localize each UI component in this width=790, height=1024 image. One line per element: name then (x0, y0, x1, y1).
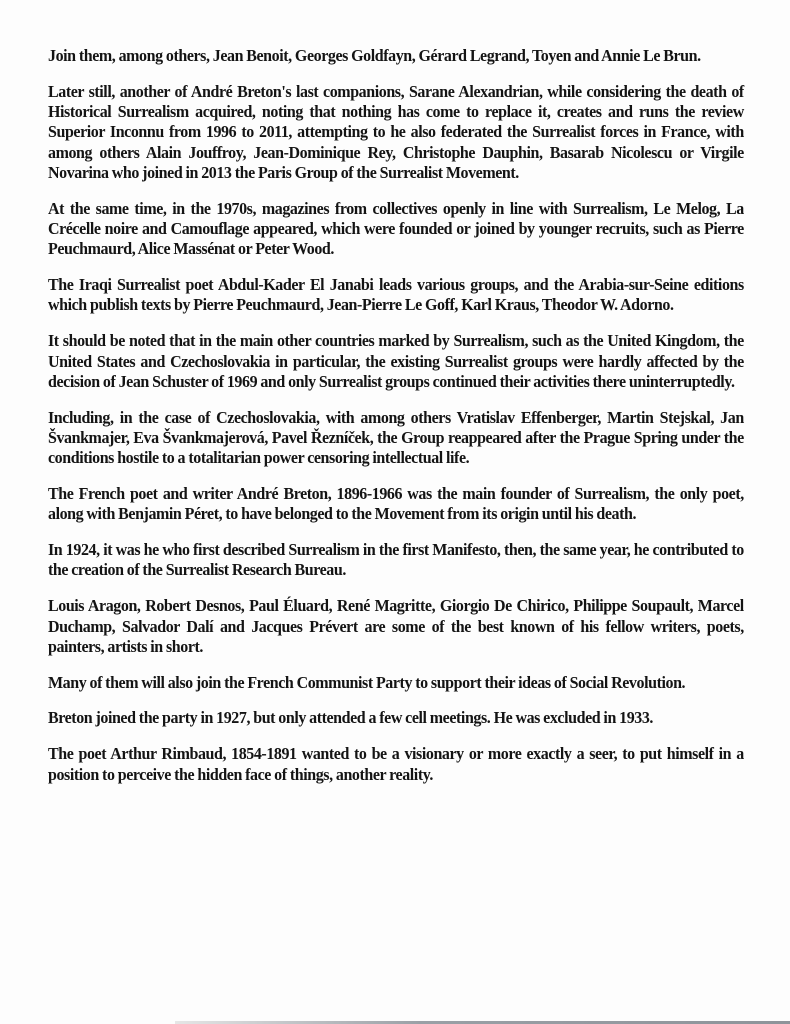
paragraph: Breton joined the party in 1927, but only attended a few cell meetings. He was excluded in 1933. (48, 708, 654, 728)
paragraph: At the same time, in the 1970s, magazines from collectives openly in line with Surrealism, Le Melog, La Crécelle noire and Camouflage appeared, which were founded or joined by younger recruits, such as Pierre Peuchmaurd, Alice Massénat or Peter Wood. (48, 198, 744, 259)
paragraph: Louis Aragon, Robert Desnos, Paul Éluard, René Magritte, Giorgio De Chirico, Philippe Soupault, Marcel Duchamp, Salvador Dalí and Jacques Prévert are some of the best known of his fellow writers, poets, painters, artists in short. (48, 596, 744, 656)
document-page (48, 46, 744, 800)
paragraph: Join them, among others, Jean Benoit, Georges Goldfayn, Gérard Legrand, Toyen and Annie Le Brun. (48, 46, 701, 65)
paragraph: The Iraqi Surrealist poet Abdul-Kader El Janabi leads various groups, and the Arabia-sur-Seine editions which publish texts by Pierre Peuchmaurd, Jean-Pierre Le Goff, Karl Kraus, Theodor W. Adorno. (48, 275, 744, 315)
paragraph: Including, in the case of Czechoslovakia, with among others Vratislav Effenberger, Martin Stejskal, Jan Švankmajer, Eva Švankmajerová, Pavel Řezníček, the Group reappeared after the Prague Spring under the conditions hostile to a totalitarian power censoring intellectual life. (48, 407, 744, 468)
paragraph: Later still, another of André Breton's last companions, Sarane Alexandrian, while considering the death of Historical Surrealism acquired, noting that nothing has come to replace it, creates and runs the review Superior Inconnu from 1996 to 2011, attempting to he also federated the Surrealist forces in France, with among others Alain Jouffroy, Jean-Dominique Rey, Christophe Dauphin, Basarab Nicolescu or Virgile Novarina who joined in 2013 the Paris Group of the Surrealist Movement. (48, 81, 744, 182)
paragraph: It should be noted that in the main other countries marked by Surrealism, such as the United Kingdom, the United States and Czechoslovakia in particular, the existing Surrealist groups were hardly affected by the decision of Jean Schuster of 1969 and only Surrealist groups continued their activities there uninterruptedly. (48, 331, 744, 391)
paragraph: The poet Arthur Rimbaud, 1854-1891 wanted to be a visionary or more exactly a seer, to put himself in a position to perceive the hidden face of things, another reality. (48, 744, 744, 784)
paragraph: The French poet and writer André Breton, 1896-1966 was the main founder of Surrealism, the only poet, along with Benjamin Péret, to have belonged to the Movement from its origin until his death. (48, 484, 744, 524)
paragraph: In 1924, it was he who first described Surrealism in the first Manifesto, then, the same year, he contributed to the creation of the Surrealist Research Bureau. (48, 540, 744, 580)
paragraph: Many of them will also join the French Communist Party to support their ideas of Social Revolution. (48, 672, 686, 692)
